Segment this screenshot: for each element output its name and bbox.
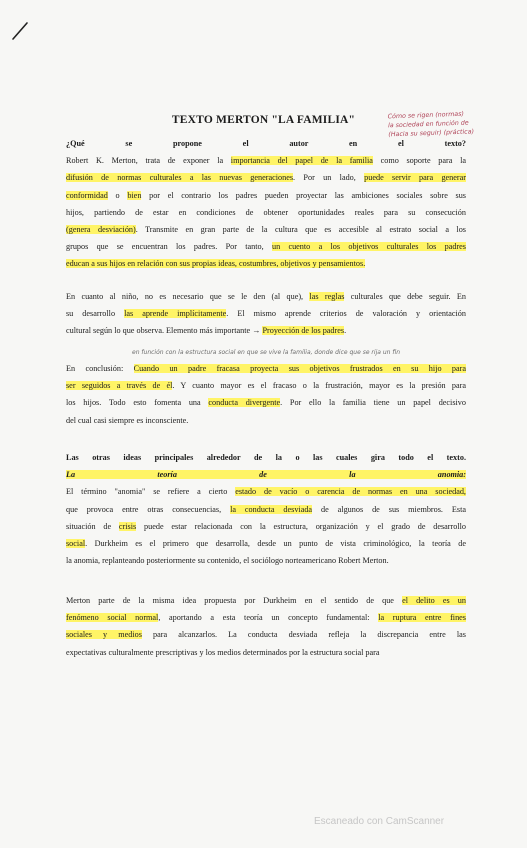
text-segment: Merton parte de la misma idea propuesta por Durkheim en el sentido de que <box>66 596 403 605</box>
text-segment: . Durkheim es el primero que desarrolla, desde un punto de vista criminológico, la teoría de <box>85 538 466 548</box>
highlighted-text: la conducta desviada <box>230 504 313 514</box>
highlighted-text: puede servir para generar <box>364 173 466 183</box>
highlighted-text: importancia del papel de la familia <box>230 156 373 166</box>
text-line <box>66 135 466 152</box>
text-line <box>66 169 466 186</box>
text-segment: del cual casi siempre es inconsciente. <box>66 415 189 425</box>
highlighted-text: la ruptura entre fines <box>378 613 466 623</box>
text-line <box>66 221 466 238</box>
highlighted-text: Proyección de los padres <box>262 326 345 336</box>
text-segment: de algunos de sus miembros. Esta <box>312 504 467 514</box>
margin-note-line: la sociedad en función de <box>387 119 469 130</box>
text-segment: o <box>107 190 128 200</box>
text-segment: En conclusión: <box>66 364 134 373</box>
text-line <box>66 412 466 429</box>
text-segment: los hijos. Todo esto fomenta una <box>66 398 209 408</box>
text-line <box>66 592 466 609</box>
handwritten-inline-note: en función con la estructura social en que se vive la familia, donde dice que se rija un fin <box>132 349 401 356</box>
text-line <box>66 238 466 255</box>
text-line <box>66 187 466 204</box>
text-segment: Robert K. Merton, trata de exponer la <box>66 156 231 166</box>
text-segment: En cuanto al niño, no es necesario que se le den (al que), <box>66 292 310 301</box>
text-line <box>66 305 466 322</box>
section-anomie-theory <box>66 449 466 569</box>
highlighted-text: bien <box>127 190 142 200</box>
highlighted-text: fenómeno social normal <box>66 613 159 623</box>
text-segment: hijos, partiendo de estar en condiciones de obtener oportunidades reales para su consecución <box>66 207 466 217</box>
text-line <box>66 552 466 569</box>
text-line <box>66 449 466 466</box>
section-purpose <box>66 135 466 273</box>
text-line <box>66 152 466 169</box>
text-segment: . <box>344 326 347 336</box>
text-line <box>66 322 466 339</box>
bold-text: Las otras ideas principales alrededor de la o las cuales gira todo el texto. <box>66 453 466 462</box>
text-line <box>66 501 466 518</box>
highlighted-text: las reglas <box>309 292 345 301</box>
highlighted-text: educan a sus hijos en relación con sus propias ideas, costumbres, objetivos y pensamientos. <box>66 259 366 269</box>
text-line <box>66 609 466 626</box>
highlighted-text: difusión de normas culturales a las nuevas generaciones <box>66 173 294 183</box>
text-line <box>66 360 466 377</box>
highlighted-text: Cuando un padre fracasa proyecta sus objetivos frustrados en su hijo para <box>133 364 467 373</box>
bold-text: ¿Qué se propone el autor en el texto? <box>66 139 466 148</box>
highlighted-text: conformidad <box>66 190 108 200</box>
text-line <box>66 255 466 272</box>
text-line <box>66 288 466 305</box>
text-line <box>66 644 466 661</box>
text-segment: . Transmite en gran parte de la cultura que es accesible al estrato social a los <box>135 224 466 234</box>
highlighted-text: ser seguidos a través de él <box>66 381 173 391</box>
text-segment: culturales que debe seguir. En <box>344 292 466 301</box>
text-line <box>66 626 466 643</box>
text-segment: El término "anomia" se refiere a cierto <box>66 487 236 497</box>
text-line <box>66 518 466 535</box>
text-segment: . Y cuanto mayor es el fracaso o la frustración, mayor es la presión para <box>172 381 466 391</box>
text-line <box>66 204 466 221</box>
highlighted-text: las aprende implícitamente <box>124 309 227 319</box>
section-conclusion <box>66 360 466 429</box>
text-segment: como soporte para la <box>372 156 466 166</box>
highlighted-text: social <box>66 538 86 548</box>
text-segment: su desarrollo <box>66 309 125 319</box>
text-line <box>66 394 466 411</box>
text-segment: . Por un lado, <box>293 173 365 183</box>
text-line <box>66 466 466 483</box>
text-segment: situación de <box>66 521 119 531</box>
text-segment: cultural según lo que observa. Elemento más importante → <box>66 326 263 336</box>
margin-note-line: Cómo se rigen (normas) <box>387 110 465 121</box>
highlighted-text: crisis <box>118 521 137 531</box>
text-segment: que provoca entre otras consecuencias, <box>66 504 231 514</box>
section-child-learning <box>66 288 466 340</box>
highlighted-text: conducta divergente <box>208 398 281 408</box>
text-segment: . Por ello la familia tiene un papel decisivo <box>280 398 466 408</box>
text-segment: grupos que se encuentran los padres. Por tanto, <box>66 242 272 252</box>
highlighted-text: estado de vacío o carencia de normas en una sociedad, <box>235 487 466 497</box>
highlighted-text: un cuento a los objetivos culturales los padres <box>271 242 466 252</box>
scanner-watermark: Escaneado con CamScanner <box>314 816 445 827</box>
text-segment: expectativas culturalmente prescriptivas y los medios determinados por la estructura social para <box>66 647 380 657</box>
highlighted-text: (genera desviación) <box>66 224 136 234</box>
text-segment: por el contrario los padres pueden proyectar las ambiciones sociales sobre sus <box>141 190 466 200</box>
text-line <box>66 535 466 552</box>
text-line <box>66 483 466 500</box>
text-segment: para alcanzarlos. La conducta desviada refleja la discrepancia entre las <box>141 630 466 640</box>
pen-stroke-mark <box>10 20 32 42</box>
highlighted-text: el delito es un <box>402 596 466 605</box>
text-segment: la anomia, replanteando posteriormente su contenido, el sociólogo norteamericano Robert Merton. <box>66 556 389 566</box>
text-line <box>66 377 466 394</box>
text-segment: . El mismo aprende criterios de valoración y orientación <box>226 309 466 319</box>
highlighted-text: sociales y medios <box>66 630 142 640</box>
text-segment: puede estar relacionada con la estructura, organización y el grado de desarrollo <box>136 521 466 531</box>
text-segment: , aportando a esta teoría un concepto fundamental: <box>158 613 379 623</box>
section-merton-theory <box>66 592 466 661</box>
document-title: TEXTO MERTON "LA FAMILIA" <box>171 114 356 126</box>
highlighted-text: La teoría de la anomia: <box>66 470 466 480</box>
margin-note-line: (Hacia su seguir) (práctica) <box>388 128 475 139</box>
